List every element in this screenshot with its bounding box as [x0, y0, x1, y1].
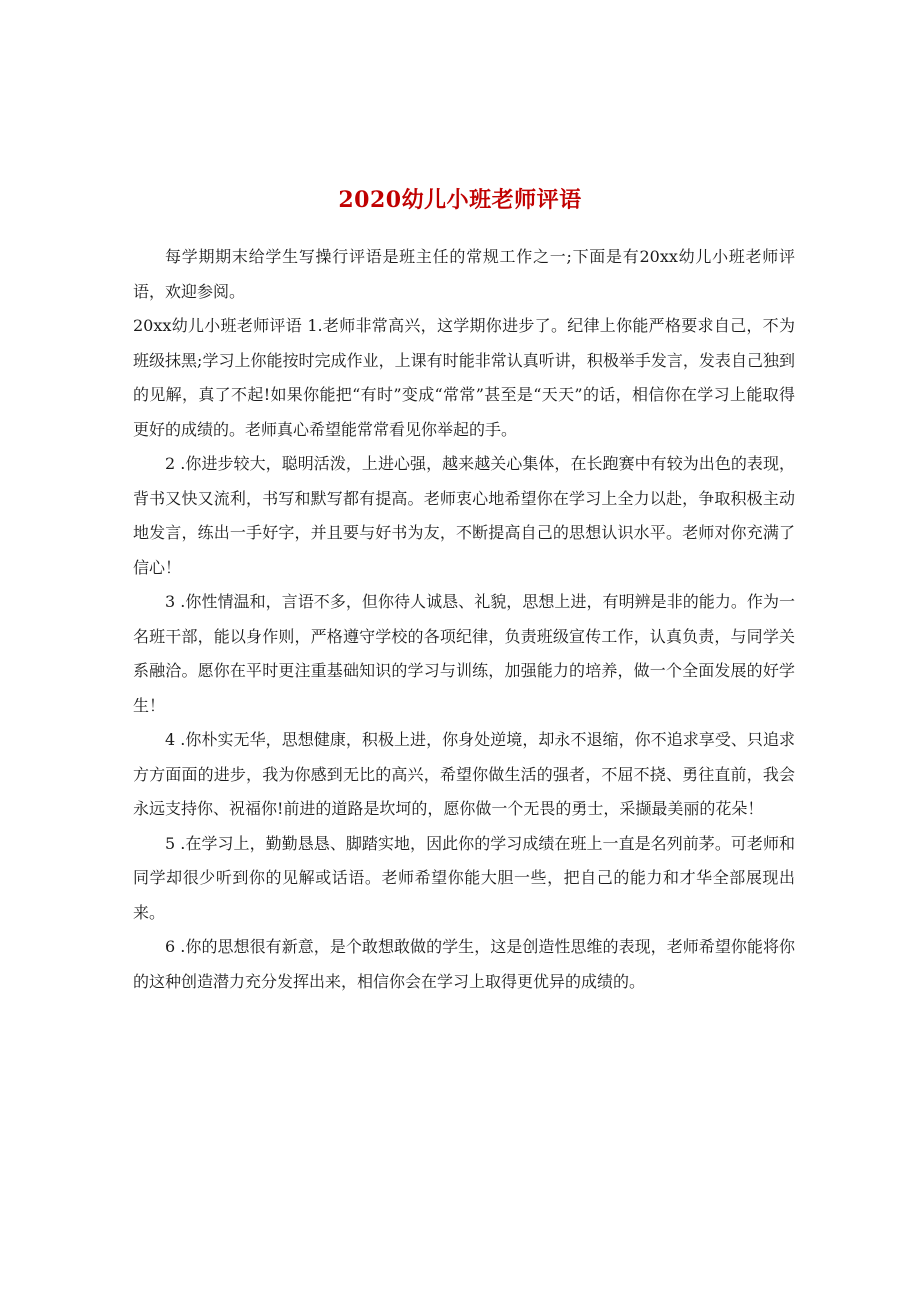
intro-paragraph: 每学期期末给学生写操行评语是班主任的常规工作之一;下面是有20xx幼儿小班老师评语，欢迎参阅。: [133, 247, 795, 301]
comment-5: 5 .在学习上，勤勤恳恳、脚踏实地，因此你的学习成绩在班上一直是名列前茅。可老师和同学却很少听到你的见解或话语。老师希望你能大胆一些，把自己的能力和才华全部展现出来。: [133, 833, 795, 922]
document-body: [133, 240, 795, 999]
first-comment-paragraph: [133, 309, 795, 447]
comment-4: 4 .你朴实无华，思想健康，积极上进，你身处逆境，却永不退缩，你不追求享受、只追求方方面面的进步，我为你感到无比的高兴，希望你做生活的强者，不屈不挠、勇往直前，我会永远支持你、祝福你!前进的道路是坎坷的，愿你做一个无畏的勇士，采撷最美丽的花朵！: [133, 730, 795, 818]
comment-1: 1.老师非常高兴，这学期你进步了。纪律上你能严格要求自己，不为班级抹黑;学习上你能按时完成作业，上课有时能非常认真听讲，积极举手发言，发表自己独到的见解，真了不起!如果你能把“有时”变成“常常”甚至是“天天”的话，相信你在学习上能取得更好的成绩的。老师真心希望能常常看见你举起的手。: [133, 316, 795, 439]
comment-2: 2 .你进步较大，聪明活泼，上进心强，越来越关心集体，在长跑赛中有较为出色的表现，背书又快又流利，书写和默写都有提高。老师衷心地希望你在学习上全力以赴，争取积极主动地发言，练出一手好字，并且要与好书为友，不断提高自己的思想认识水平。老师对你充满了信心！: [133, 454, 795, 577]
document-title: 2020幼儿小班老师评语: [338, 186, 582, 213]
subheading: 20xx幼儿小班老师评语: [133, 316, 302, 335]
comment-3: 3 .你性情温和，言语不多，但你待人诚恳、礼貌，思想上进，有明辨是非的能力。作为一名班干部，能以身作则，严格遵守学校的各项纪律，负责班级宣传工作，认真负责，与同学关系融洽。愿你在平时更注重基础知识的学习与训练，加强能力的培养，做一个全面发展的好学生！: [133, 592, 795, 715]
comment-6: 6 .你的思想很有新意，是个敢想敢做的学生，这是创造性思维的表现，老师希望你能将你的这种创造潜力充分发挥出来，相信你会在学习上取得更优异的成绩的。: [133, 937, 795, 991]
